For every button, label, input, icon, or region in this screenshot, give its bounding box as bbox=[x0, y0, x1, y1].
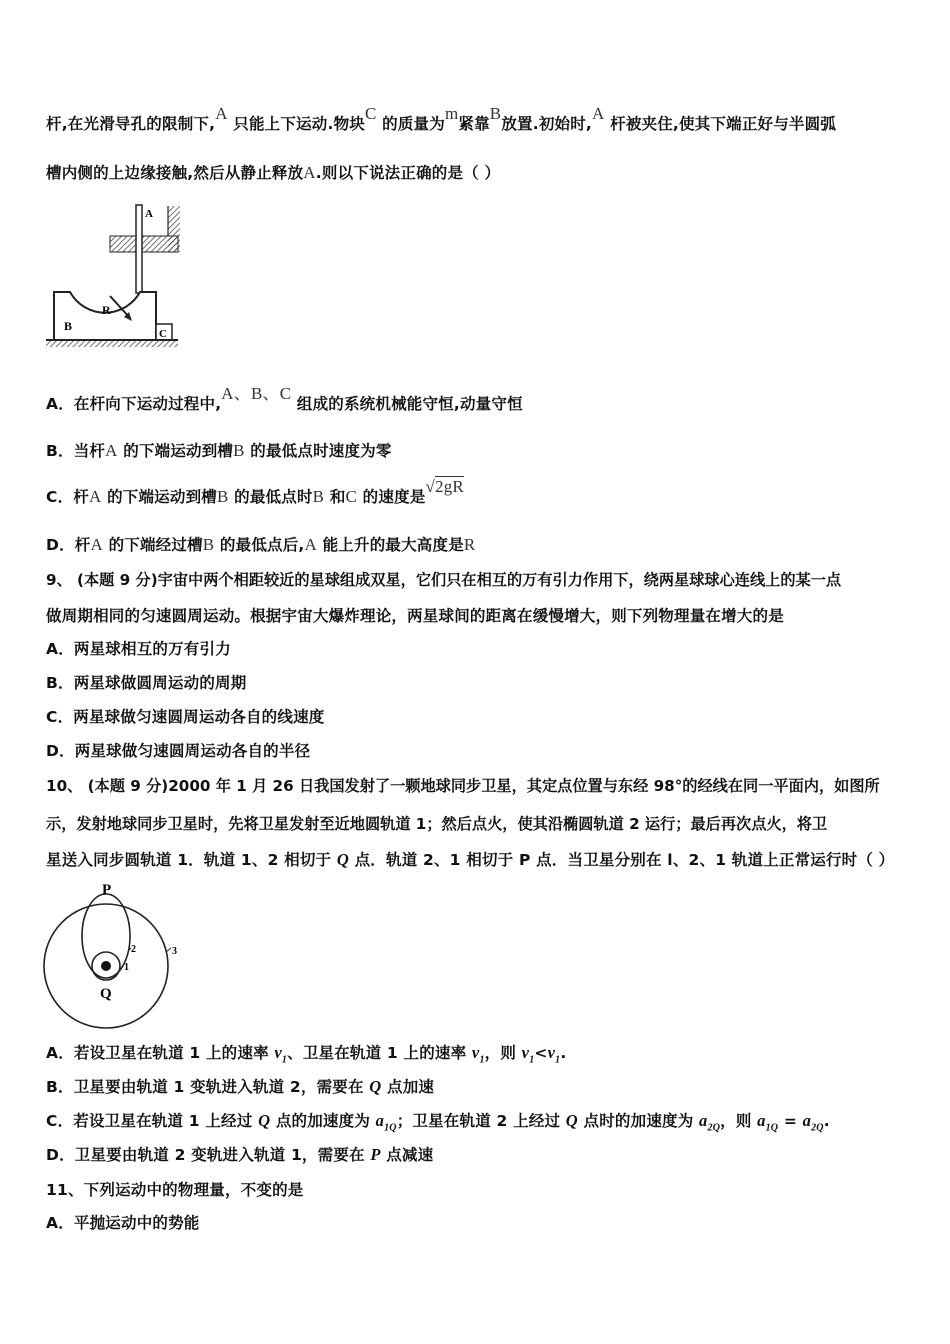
sqrt-formula: √2gR bbox=[425, 477, 464, 496]
label-P: P bbox=[102, 882, 112, 898]
label-1: 1 bbox=[124, 962, 129, 973]
symbol-A: A bbox=[304, 535, 317, 554]
q9-option-D: D．两星球做匀速圆周运动各自的半径 bbox=[46, 742, 311, 760]
text: B．当杆 bbox=[46, 442, 106, 460]
symbol-m: m bbox=[444, 104, 459, 123]
text: 只能上下运动.物块 bbox=[233, 115, 365, 133]
text: 的下端运动到槽 bbox=[107, 488, 217, 506]
symbol-Q: Q bbox=[369, 1077, 382, 1096]
symbol-C: C bbox=[364, 104, 377, 123]
text: 槽内侧的上边缘接触,然后从静止释放 bbox=[46, 164, 304, 182]
symbol-A: A bbox=[592, 104, 605, 123]
wall bbox=[168, 206, 180, 252]
text: 放置.初始时, bbox=[501, 115, 593, 133]
symbol-Q: Q bbox=[336, 850, 349, 869]
q10-option-B bbox=[46, 1077, 434, 1097]
q8-option-D bbox=[46, 535, 475, 555]
symbol-B: B bbox=[216, 487, 229, 506]
symbol-B: B bbox=[233, 441, 245, 460]
text: 的速度是 bbox=[362, 488, 426, 506]
text: .则以下说法正确的是（ ） bbox=[315, 164, 501, 182]
ground bbox=[46, 340, 178, 347]
v1: $v_1$ bbox=[521, 1043, 535, 1066]
q10-option-A bbox=[46, 1043, 566, 1070]
label-B: B bbox=[64, 319, 73, 333]
guide-left bbox=[110, 236, 136, 252]
q11-option-A: A．平抛运动中的势能 bbox=[46, 1214, 200, 1232]
symbol-Q: Q bbox=[565, 1111, 578, 1130]
text: 的最低点时速度为零 bbox=[250, 442, 392, 460]
earth bbox=[101, 961, 111, 971]
text: 点．轨道 2、1 相切于 P 点．当卫星分别在 l、2、1 轨道上正常运行时（ ） bbox=[354, 851, 895, 869]
q10-option-C bbox=[46, 1111, 830, 1138]
text: 组成的系统机械能守恒,动量守恒 bbox=[296, 395, 523, 413]
label-R: R bbox=[102, 303, 111, 317]
label-Q: Q bbox=[100, 986, 112, 1002]
a1Q: $a_{1Q}$ bbox=[757, 1111, 779, 1134]
q8-stem-line-1 bbox=[46, 104, 837, 134]
symbol-A: A bbox=[303, 163, 316, 182]
q11-stem: 11、下列运动中的物理量，不变的是 bbox=[46, 1181, 304, 1199]
text: D．杆 bbox=[46, 536, 91, 554]
text: 星送入同步圆轨道 1．轨道 1、2 相切于 bbox=[46, 851, 332, 869]
label-A: A bbox=[145, 208, 153, 220]
text: 和 bbox=[329, 488, 346, 506]
q10-stem-line-1: 10、 (本题 9 分)2000 年 1 月 26 日我国发射了一颗地球同步卫星，其定点位置与东经 98°的经线在同一平面内，如图所 bbox=[46, 777, 880, 795]
symbol-B: B bbox=[312, 487, 325, 506]
text: D．卫星要由轨道 2 变轨进入轨道 1，需要在 bbox=[46, 1146, 365, 1164]
q8-stem-line-2 bbox=[46, 163, 500, 183]
text: B．卫星要由轨道 1 变轨进入轨道 2，需要在 bbox=[46, 1078, 364, 1096]
formula: 2gR bbox=[435, 477, 464, 496]
text: 的质量为 bbox=[382, 115, 445, 133]
text: ，则 bbox=[720, 1112, 752, 1130]
text: 杆,在光滑导孔的限制下, bbox=[46, 115, 216, 133]
symbol-C: C bbox=[345, 487, 358, 506]
text: 点时的加速度为 bbox=[583, 1112, 694, 1130]
text: 点加速 bbox=[387, 1078, 435, 1096]
text: 、卫星在轨道 1 上的速率 bbox=[287, 1044, 467, 1062]
q9-stem-line-2: 做周期相同的匀速圆周运动。根据宇宙大爆炸理论，两星球间的距离在缓慢增大，则下列物理量在增大的是 bbox=[46, 607, 784, 625]
symbol-B: B bbox=[489, 104, 502, 123]
text: . bbox=[823, 1112, 830, 1130]
q9-stem-line-1: 9、 (本题 9 分)宇宙中两个相距较近的星球组成双星，它们只在相互的万有引力作用下，绕两星球球心连线上的某一点 bbox=[46, 571, 842, 589]
q8-figure bbox=[44, 200, 184, 350]
symbol-A: A bbox=[215, 104, 228, 123]
v1: $v_1$ bbox=[547, 1043, 561, 1066]
text: C．杆 bbox=[46, 488, 89, 506]
a1Q: $a_{1Q}$ bbox=[375, 1111, 397, 1134]
symbol-Q: Q bbox=[258, 1111, 271, 1130]
text: 的下端经过槽 bbox=[108, 536, 203, 554]
q10-stem-line-2: 示，发射地球同步卫星时，先将卫星发射至近地圆轨道 1；然后点火，使其沿椭圆轨道 2 运行；最后再次点火，将卫 bbox=[46, 815, 828, 833]
text: A．在杆向下运动过程中, bbox=[46, 395, 222, 413]
text: . bbox=[560, 1044, 567, 1062]
text: 点的加速度为 bbox=[275, 1112, 371, 1130]
text: ，则 bbox=[484, 1044, 517, 1062]
symbol-R: R bbox=[463, 535, 476, 554]
symbol-A: A bbox=[90, 535, 103, 554]
symbol-B: B bbox=[202, 535, 215, 554]
symbol-P: P bbox=[370, 1145, 381, 1164]
text: A．若设卫星在轨道 1 上的速率 bbox=[46, 1044, 269, 1062]
q9-option-A: A．两星球相互的万有引力 bbox=[46, 640, 231, 658]
a2Q: $a_{2Q}$ bbox=[699, 1111, 721, 1134]
label-2: 2 bbox=[131, 944, 136, 955]
text: 的最低点后, bbox=[219, 536, 305, 554]
symbols: A、B、C bbox=[221, 384, 292, 403]
rod-A bbox=[136, 205, 142, 293]
q8-option-B bbox=[46, 441, 392, 461]
a2Q: $a_{2Q}$ bbox=[802, 1111, 824, 1134]
text: 能上升的最大高度是 bbox=[322, 536, 464, 554]
label-C: C bbox=[159, 328, 167, 340]
label-3: 3 bbox=[172, 946, 177, 957]
v1: $v_1$ bbox=[274, 1043, 288, 1066]
q9-option-B: B．两星球做圆周运动的周期 bbox=[46, 674, 247, 692]
text: 的最低点时 bbox=[234, 488, 313, 506]
text: 点减速 bbox=[386, 1146, 434, 1164]
text: C．若设卫星在轨道 1 上经过 bbox=[46, 1112, 253, 1130]
q9-option-C: C．两星球做匀速圆周运动各自的线速度 bbox=[46, 708, 325, 726]
text: 杆被夹住,使其下端正好与半圆弧 bbox=[610, 115, 837, 133]
q10-option-D bbox=[46, 1145, 433, 1165]
q10-stem-line-3 bbox=[46, 850, 894, 870]
text: 的下端运动到槽 bbox=[123, 442, 234, 460]
text: 紧靠 bbox=[458, 115, 490, 133]
v1: $v_1$ bbox=[471, 1043, 485, 1066]
text: ；卫星在轨道 2 上经过 bbox=[396, 1112, 561, 1130]
symbol-A: A bbox=[88, 487, 102, 506]
symbol-A: A bbox=[105, 441, 118, 460]
q10-figure bbox=[40, 880, 190, 1040]
less-than: < bbox=[534, 1044, 548, 1062]
q8-option-A bbox=[46, 384, 523, 414]
equals: = bbox=[778, 1112, 803, 1130]
q8-option-C bbox=[46, 477, 464, 507]
